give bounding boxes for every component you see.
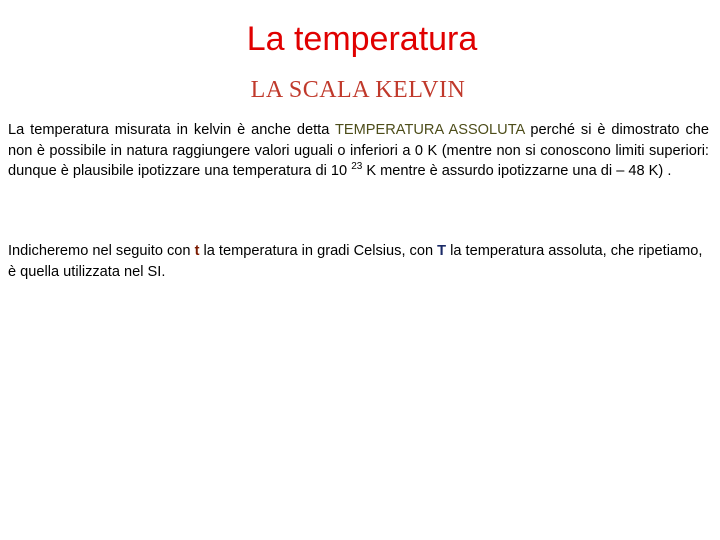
paragraph2-text-2: la temperatura in gradi Celsius, con	[199, 243, 438, 259]
paragraph1-text-3: K mentre è assurdo ipotizzarne una di – 48 K) .	[362, 163, 672, 179]
slide-title: La temperatura	[246, 20, 478, 58]
paragraph1-text-2: perché si è dimostrato che non è possibile in natura raggiungere valori uguali o inferiori a 0 K (mentre non si conoscono limiti superiori: dunque è plausibile ipotizzare una temperatura di 10	[8, 122, 709, 179]
paragraph-notation	[8, 241, 709, 282]
slide-subtitle: LA SCALA KELVIN	[250, 77, 466, 103]
exponent: 23	[351, 161, 363, 172]
symbol-absolute-T: T	[437, 243, 447, 259]
paragraph2-text-1: Indicheremo nel seguito con	[8, 243, 195, 259]
highlight-absolute-temperature: TEMPERATURA ASSOLUTA	[334, 122, 525, 138]
paragraph1-text-1: La temperatura misurata in kelvin è anche detta	[8, 122, 335, 138]
paragraph2-text-3: la temperatura assoluta, che ripetiamo, è quella utilizzata nel SI.	[8, 243, 703, 280]
paragraph-absolute-temperature	[8, 120, 709, 182]
symbol-celsius-t: t	[194, 243, 200, 259]
